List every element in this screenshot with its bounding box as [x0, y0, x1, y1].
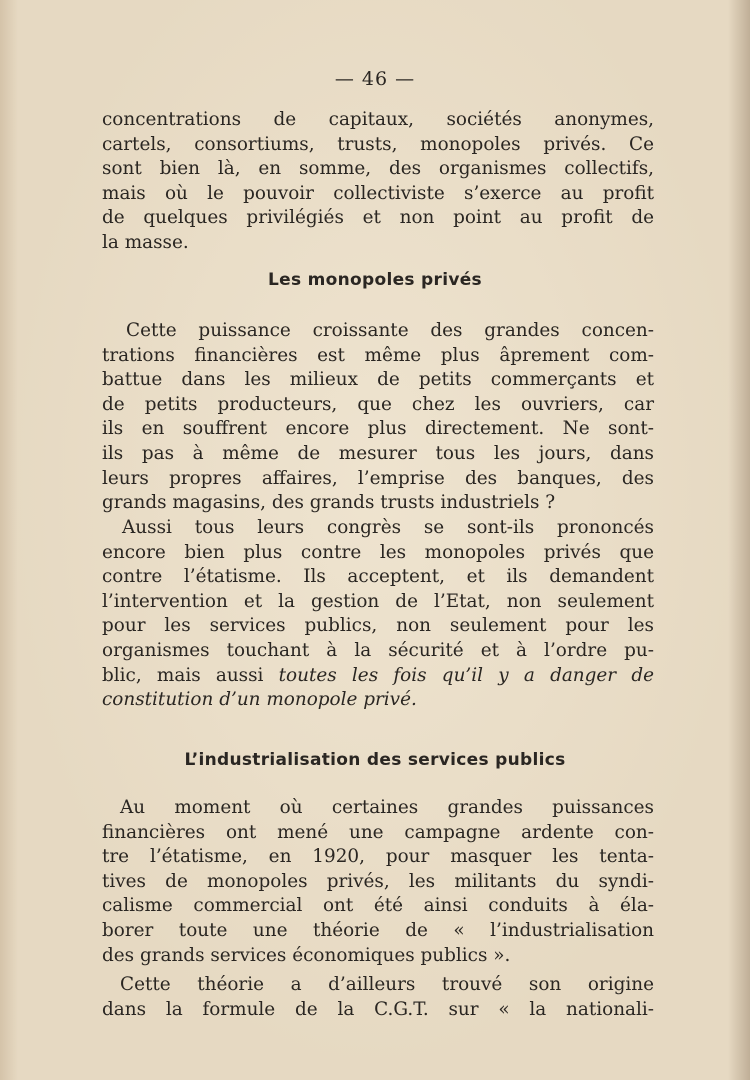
text-line: de quelques privilégiés et non point au profit de	[102, 207, 654, 229]
text-line: battue dans les milieux de petits commerçants et	[102, 369, 654, 391]
text-line: tre l’étatisme, en 1920, pour masquer les tenta-	[102, 846, 654, 868]
text-line: l’intervention et la gestion de l’Etat, non seulement	[102, 590, 654, 612]
page-number: — 46 —	[334, 68, 416, 90]
paragraph-intro	[102, 108, 654, 256]
text-line: de petits producteurs, que chez les ouvriers, car	[102, 393, 654, 415]
text-line: cartels, consortiums, trusts, monopoles privés. Ce	[102, 133, 654, 155]
paragraph-moment	[102, 796, 654, 968]
text-line: trations financières est même plus âprement com-	[102, 344, 654, 366]
text-line	[102, 664, 654, 689]
text-line: tives de monopoles privés, les militants du syndi-	[102, 870, 654, 892]
paragraph-congres	[102, 516, 654, 713]
text-line: concentrations de capitaux, sociétés anonymes,	[102, 109, 654, 130]
text-line: contre l’étatisme. Ils acceptent, et ils demandent	[102, 566, 654, 588]
text-line: calisme commercial ont été ainsi conduits à éla-	[102, 895, 654, 917]
text-line: ils pas à même de mesurer tous les jours, dans	[102, 442, 654, 464]
text-line: leurs propres affaires, l’emprise des banques, des	[102, 467, 654, 489]
section-heading-monopoles: Les monopoles privés	[268, 270, 482, 290]
text-line: borer toute une théorie de « l’industrialisation	[102, 919, 654, 941]
text-line	[102, 688, 654, 713]
text-line: pour les services publics, non seulement pour les	[102, 615, 654, 637]
italic-text: toutes les fois qu’il y a danger de	[278, 664, 654, 686]
section-heading-industrialisation: L’industrialisation des services publics	[184, 750, 566, 770]
text-line: encore bien plus contre les monopoles privés que	[102, 541, 654, 563]
text-line: sont bien là, en somme, des organismes collectifs,	[102, 158, 654, 180]
paragraph-puissance	[102, 319, 654, 516]
text-line: ils en souffrent encore plus directement. Ne sont-	[102, 418, 654, 440]
text-line: dans la formule de la C.G.T. sur « la nationali-	[102, 998, 654, 1020]
text-line: Aussi tous leurs congrès se sont-ils prononcés	[122, 517, 654, 538]
paragraph-theorie	[102, 973, 654, 1022]
text-line: la masse.	[102, 231, 189, 253]
text-line: financières ont mené une campagne ardente con-	[102, 821, 654, 843]
text-line: Au moment où certaines grandes puissances	[120, 797, 654, 818]
text-segment: blic, mais aussi	[102, 664, 279, 686]
italic-text: constitution d’un monopole privé.	[102, 689, 417, 711]
text-line: organismes touchant à la sécurité et à l’ordre pu-	[102, 639, 654, 661]
text-line: Cette puissance croissante des grandes concen-	[126, 320, 654, 341]
text-line: grands magasins, des grands trusts industriels ?	[102, 492, 556, 514]
text-line: Cette théorie a d’ailleurs trouvé son origine	[120, 974, 654, 995]
text-line: mais où le pouvoir collectiviste s’exerce au profit	[102, 182, 654, 204]
text-line: des grands services économiques publics ».	[102, 944, 511, 966]
